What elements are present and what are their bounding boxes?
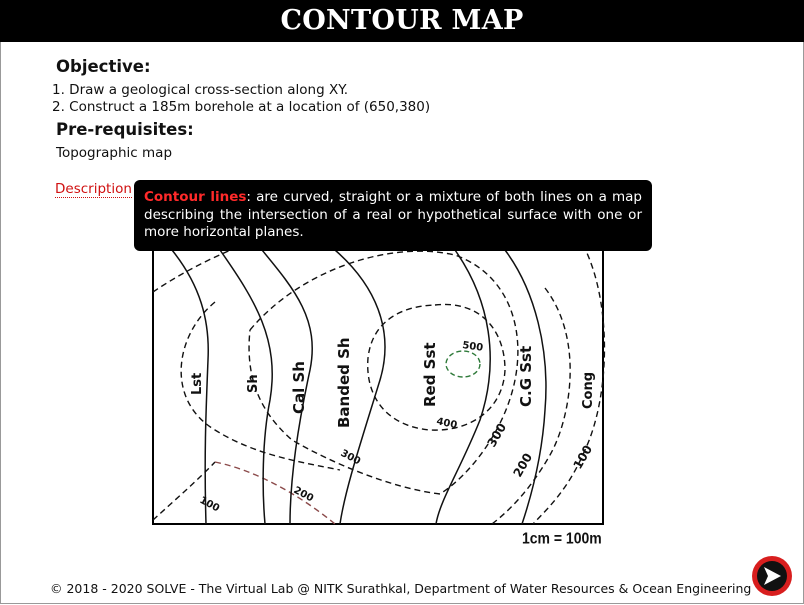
- formation-label-lst: Lst: [190, 372, 205, 395]
- contour-line-200-bottom: [215, 462, 335, 524]
- arrow-right-icon: [752, 556, 792, 596]
- next-button[interactable]: [752, 556, 792, 596]
- contour-label: 100: [570, 442, 596, 472]
- contour-label: 400: [435, 416, 459, 432]
- formation-label-cg-sst: C.G Sst: [517, 345, 535, 407]
- footer-copyright: © 2018 - 2020 SOLVE - The Virtual Lab @ NITK Surathkal, Department of Water Resources & Ocean Engineering: [50, 581, 752, 596]
- contour-label: 100: [197, 494, 222, 515]
- formation-label-cong: Cong: [581, 371, 596, 409]
- contour-label: 500: [461, 340, 484, 354]
- page-title: CONTOUR MAP: [280, 5, 524, 36]
- formation-label-sh: Sh: [246, 374, 261, 393]
- contour-label: 300: [338, 447, 363, 468]
- contour-label: 200: [510, 450, 536, 480]
- tooltip-term: Contour lines: [144, 189, 247, 205]
- tooltip-text: : are curved, straight or a mixture of both lines on a map describing the intersection of a real or hypothetical surface with one or more horizontal planes.: [144, 189, 643, 240]
- contour-lines-tooltip: [134, 180, 652, 251]
- map-scale: 1cm = 100m: [522, 530, 602, 548]
- contour-label: 300: [484, 420, 510, 450]
- contour-label: 200: [291, 484, 316, 505]
- formation-label-cal-sh: Cal Sh: [290, 361, 308, 414]
- formation-label-banded-sh: Banded Sh: [335, 337, 353, 428]
- contour-line-500: [446, 351, 480, 377]
- objective-heading: Objective:: [56, 57, 151, 76]
- prerequisites-text: Topographic map: [56, 145, 173, 161]
- objective-item: 1. Draw a geological cross-section along XY.: [52, 82, 349, 98]
- objective-item: 2. Construct a 185m borehole at a location of (650,380): [52, 99, 431, 115]
- description-link[interactable]: Description: [55, 181, 132, 197]
- prerequisites-heading: Pre-requisites:: [56, 120, 194, 139]
- boundary-line: [436, 250, 490, 524]
- formation-label-red-sst: Red Sst: [421, 342, 439, 407]
